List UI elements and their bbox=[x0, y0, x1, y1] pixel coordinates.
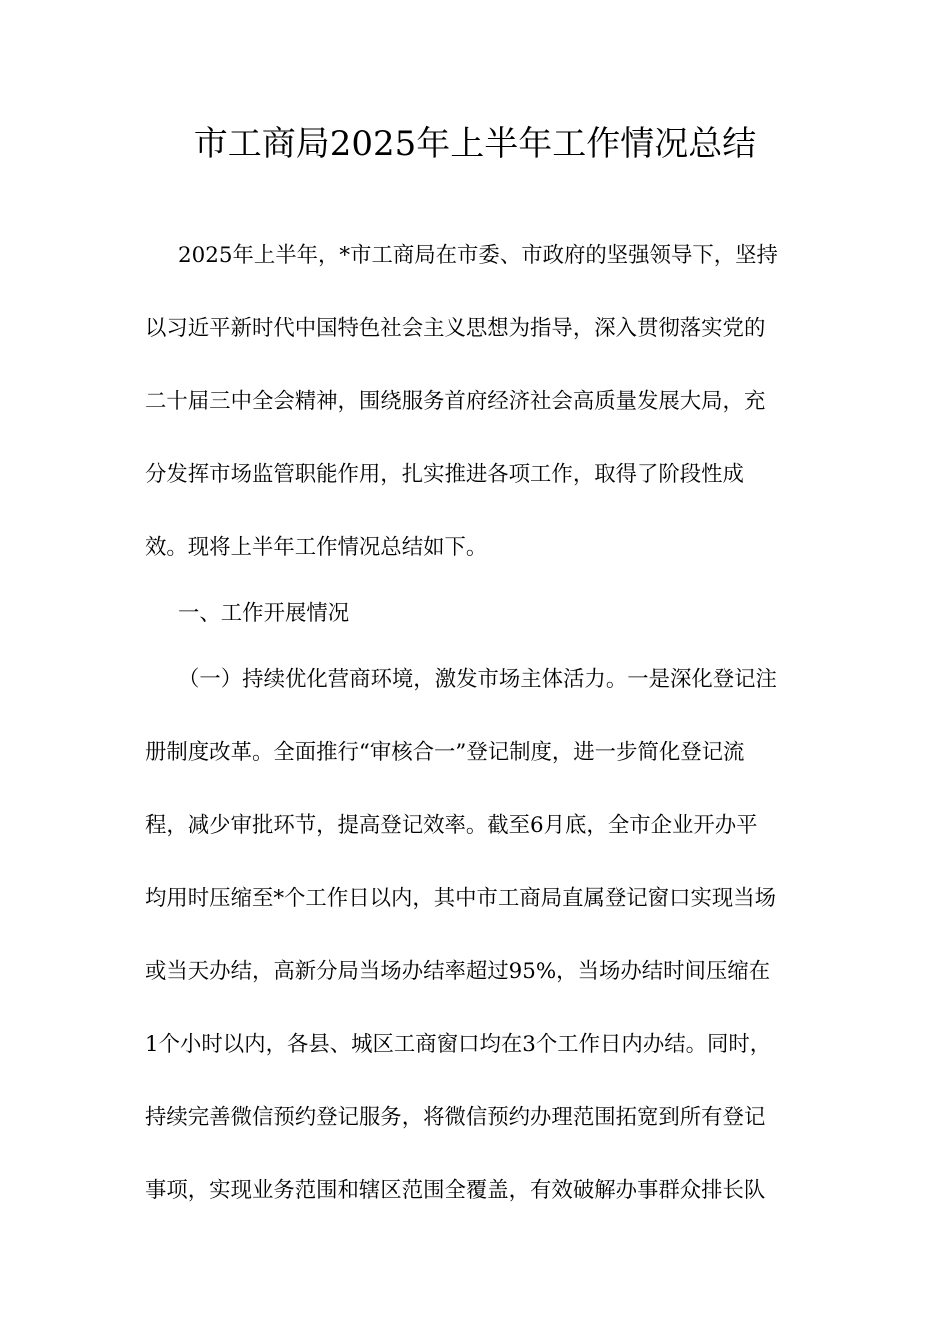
paragraph-line: 以习近平新时代中国特色社会主义思想为指导，深入贯彻落实党的 bbox=[145, 316, 766, 341]
paragraph-line: 分发挥市场监管职能作用，扎实推进各项工作，取得了阶段性成 bbox=[145, 462, 744, 487]
paragraph-line: 2025年上半年，*市工商局在市委、市政府的坚强领导下，坚持 bbox=[178, 243, 778, 268]
paragraph-line: 均用时压缩至*个工作日以内，其中市工商局直属登记窗口实现当场 bbox=[145, 886, 777, 911]
paragraph-line: 程，减少审批环节，提高登记效率。截至6月底，全市企业开办平 bbox=[145, 813, 758, 838]
paragraph-line: （一）持续优化营商环境，激发市场主体活力。一是深化登记注 bbox=[178, 667, 777, 692]
paragraph-line: 二十届三中全会精神，围绕服务首府经济社会高质量发展大局，充 bbox=[145, 389, 766, 414]
paragraph-line: 效。现将上半年工作情况总结如下。 bbox=[145, 535, 488, 560]
paragraph-line: 持续完善微信预约登记服务，将微信预约办理范围拓宽到所有登记 bbox=[145, 1105, 766, 1130]
paragraph-line: 册制度改革。全面推行“审核合一”登记制度，进一步简化登记流 bbox=[145, 740, 745, 765]
section-heading: 一、工作开展情况 bbox=[178, 601, 350, 626]
paragraph-line: 1个小时以内，各县、城区工商窗口均在3个工作日内办结。同时， bbox=[145, 1032, 772, 1057]
document-title: 市工商局2025年上半年工作情况总结 bbox=[193, 124, 757, 164]
paragraph-line: 或当天办结，高新分局当场办结率超过95%，当场办结时间压缩在 bbox=[145, 959, 771, 984]
paragraph-line: 事项，实现业务范围和辖区范围全覆盖，有效破解办事群众排长队 bbox=[145, 1178, 766, 1203]
